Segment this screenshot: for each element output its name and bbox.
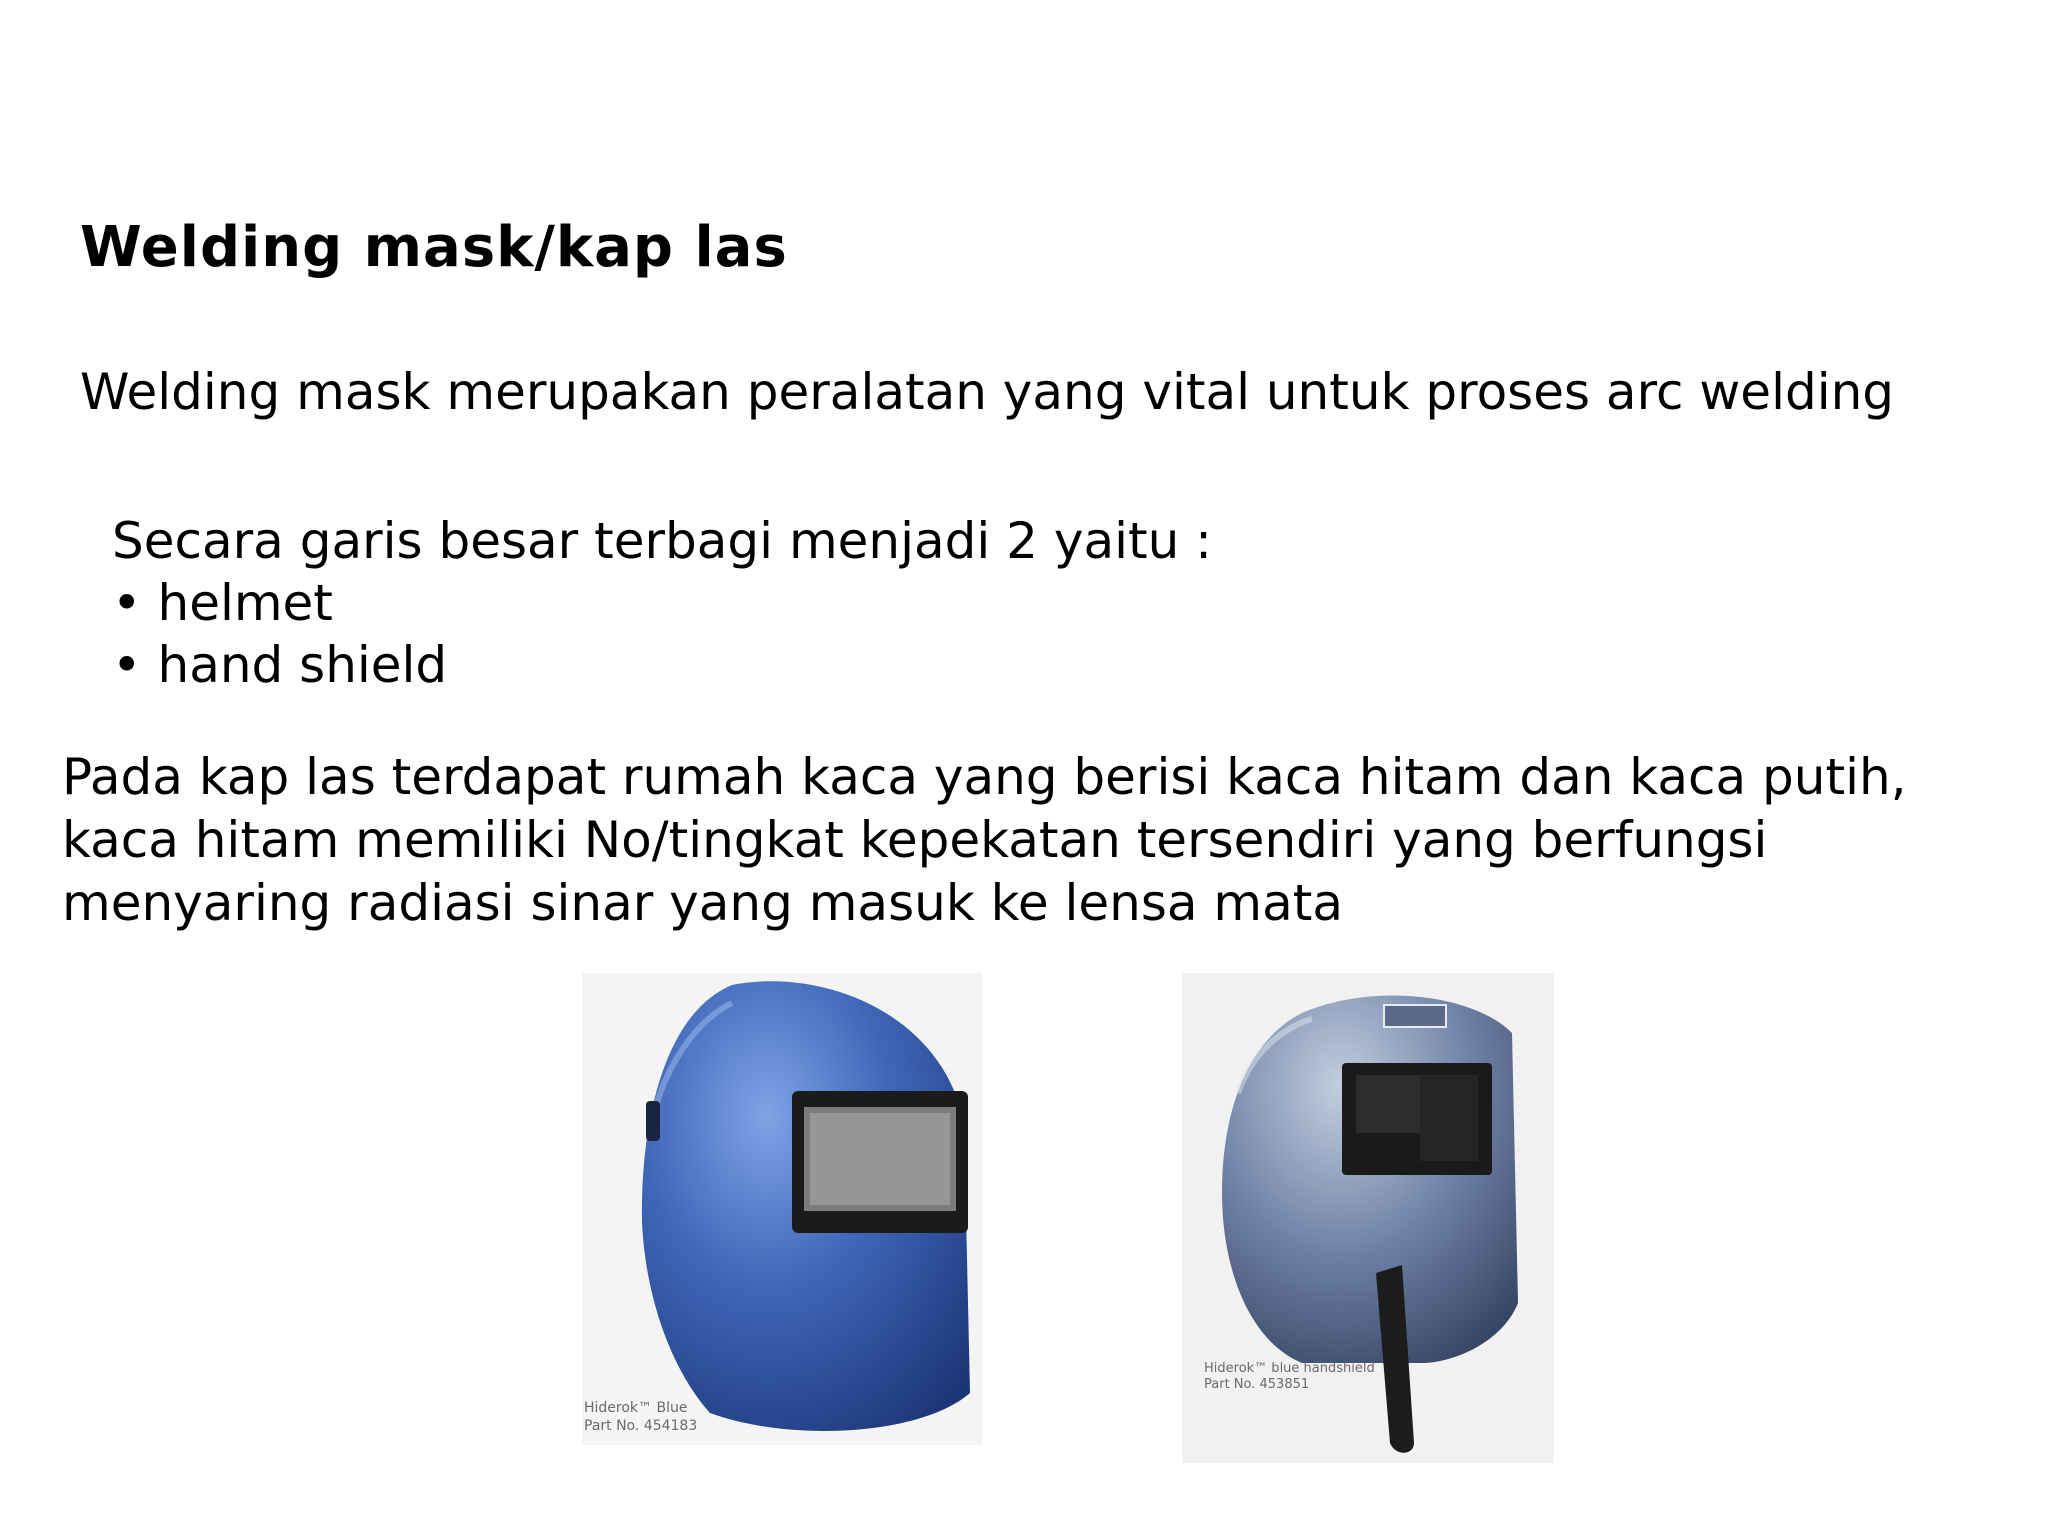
list-item: • helmet — [112, 572, 1212, 634]
description-line: Pada kap las terdapat rumah kaca yang berisi kaca hitam dan kaca putih, — [62, 748, 1907, 806]
list-item: • hand shield — [112, 634, 1212, 696]
caption-name: Hiderok™ blue handshield — [1204, 1361, 1375, 1376]
types-list — [112, 572, 1212, 696]
description-line: menyaring radiasi sinar yang masuk ke lensa mata — [62, 874, 1344, 932]
welding-helmet-photo — [582, 973, 982, 1445]
slide-title: Welding mask/kap las — [80, 215, 788, 280]
hand-shield-photo — [1182, 973, 1554, 1463]
welding-helmet-illustration — [582, 973, 982, 1445]
description-line: kaca hitam memiliki No/tingkat kepekatan tersendiri yang berfungsi — [62, 811, 1768, 869]
types-heading: Secara garis besar terbagi menjadi 2 yaitu : — [112, 512, 1213, 570]
caption-name: Hiderok™ Blue — [584, 1400, 688, 1416]
hand-shield-caption — [1204, 1361, 1375, 1394]
caption-part-number: Part No. 453851 — [1204, 1377, 1310, 1393]
mask-types — [112, 510, 1212, 696]
intro-text: Welding mask merupakan peralatan yang vital untuk proses arc welding — [80, 363, 1895, 421]
caption-part-number: Part No. 454183 — [584, 1417, 698, 1434]
helmet-caption — [584, 1400, 697, 1435]
description-text — [62, 746, 2022, 935]
